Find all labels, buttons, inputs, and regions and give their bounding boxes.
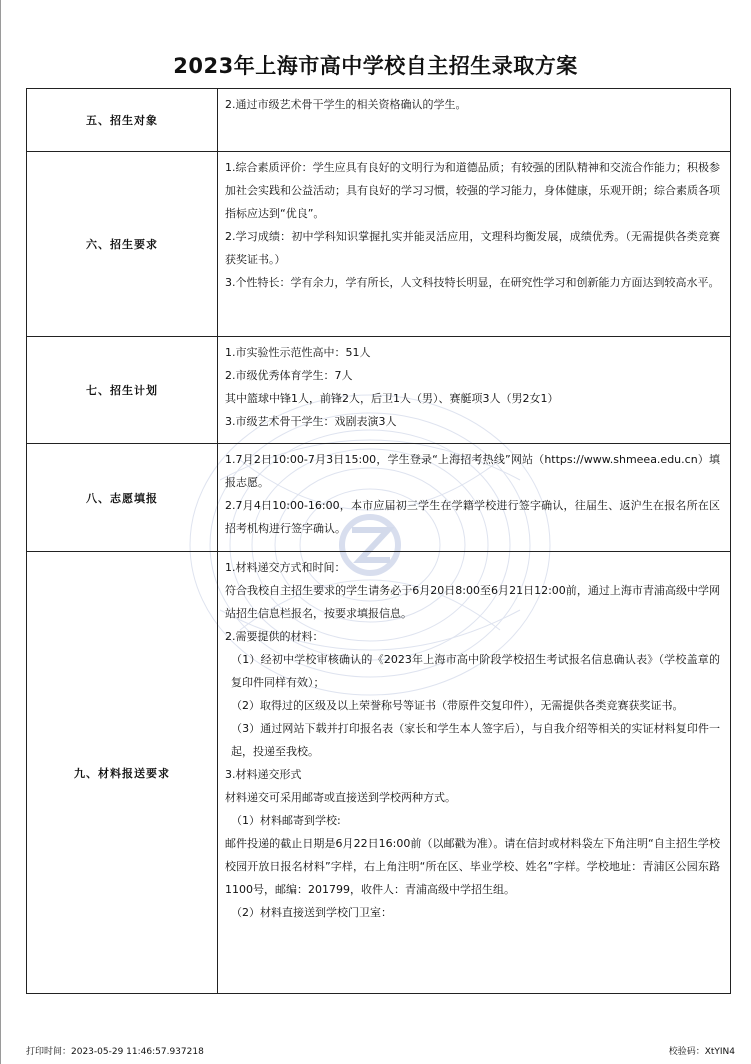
print-time: 打印时间：2023-05-29 11:46:57.937218 bbox=[26, 1047, 204, 1057]
content-line: 邮件投递的截止日期是6月22日16:00前（以邮戳为准）。请在信封或材料袋左下角注明“自主招生学校校园开放日报名材料”字样，右上角注明“所在区、毕业学校、姓名”字样。学校地址：青浦区公园东路1100号，邮编：201799，收件人：青浦高级中学招生组。 bbox=[225, 837, 720, 896]
section-label: 五、招生对象 bbox=[27, 89, 218, 152]
section-label: 六、招生要求 bbox=[27, 152, 218, 337]
check-code: 校验码：XtYIN4 bbox=[668, 1047, 735, 1057]
table-row bbox=[27, 337, 731, 444]
content-line: 1.材料递交方式和时间： bbox=[225, 561, 346, 574]
content-line: 3.市级艺术骨干学生：戏剧表演3人 bbox=[225, 415, 397, 428]
table-row bbox=[27, 444, 731, 552]
admission-plan-table bbox=[26, 88, 731, 994]
content-line: （2）取得过的区级及以上荣誉称号等证书（带原件交复印件），无需提供各类竞赛获奖证书。 bbox=[231, 699, 684, 712]
table-row bbox=[27, 89, 731, 152]
content-line: 2.7月4日10:00-16:00，本市应届初三学生在学籍学校进行签字确认，往届生、返沪生在报名所在区招考机构进行签字确认。 bbox=[225, 499, 720, 535]
page-edge bbox=[0, 0, 1, 1064]
page-title: 2023年上海市高中学校自主招生录取方案 bbox=[173, 54, 578, 78]
content-line: （1）材料邮寄到学校: bbox=[231, 814, 341, 827]
section-content bbox=[218, 152, 731, 337]
content-line: （2）材料直接送到学校门卫室： bbox=[231, 906, 392, 919]
content-line: 1.市实验性示范性高中：51人 bbox=[225, 346, 371, 359]
section-content bbox=[218, 337, 731, 444]
content-line: 3.材料递交形式 bbox=[225, 768, 302, 781]
table-row bbox=[27, 152, 731, 337]
content-line: 2.通过市级艺术骨干学生的相关资格确认的学生。 bbox=[225, 98, 467, 111]
content-line: 材料递交可采用邮寄或直接送到学校两种方式。 bbox=[225, 791, 456, 804]
content-line: 1.综合素质评价：学生应具有良好的文明行为和道德品质；有较强的团队精神和交流合作能力；积极参加社会实践和公益活动；具有良好的学习习惯，较强的学习能力，身体健康，乐观开朗；综合素质各项指标应达到“优良”。 bbox=[225, 161, 720, 220]
content-line: 2.市级优秀体育学生：7人 bbox=[225, 369, 353, 382]
section-label: 七、招生计划 bbox=[27, 337, 218, 444]
section-content bbox=[218, 89, 731, 152]
section-label: 九、材料报送要求 bbox=[27, 552, 218, 994]
content-line: 1.7月2日10:00-7月3日15:00，学生登录“上海招考热线”网站（https://www.shmeea.edu.cn）填报志愿。 bbox=[225, 453, 720, 489]
content-line: 3.个性特长：学有余力，学有所长，人文科技特长明显，在研究性学习和创新能力方面达到较高水平。 bbox=[225, 276, 720, 289]
content-line: 2.学习成绩：初中学科知识掌握扎实并能灵活应用，文理科均衡发展，成绩优秀。（无需提供各类竞赛获奖证书。） bbox=[225, 230, 720, 266]
section-content bbox=[218, 444, 731, 552]
content-line: （1）经初中学校审核确认的《2023年上海市高中阶段学校招生考试报名信息确认表》（学校盖章的复印件同样有效）； bbox=[231, 653, 720, 689]
section-content bbox=[218, 552, 731, 994]
content-line: 2.需要提供的材料： bbox=[225, 630, 324, 643]
table-row bbox=[27, 552, 731, 994]
content-line: （3）通过网站下载并打印报名表（家长和学生本人签字后），与自我介绍等相关的实证材料复印件一起，投递至我校。 bbox=[231, 722, 720, 758]
content-line: 其中篮球中锋1人，前锋2人，后卫1人（男）、赛艇项3人（男2女1） bbox=[225, 392, 559, 405]
section-label: 八、志愿填报 bbox=[27, 444, 218, 552]
content-line: 符合我校自主招生要求的学生请务必于6月20日8:00至6月21日12:00前，通过上海市青浦高级中学网站招生信息栏报名，按要求填报信息。 bbox=[225, 584, 720, 620]
